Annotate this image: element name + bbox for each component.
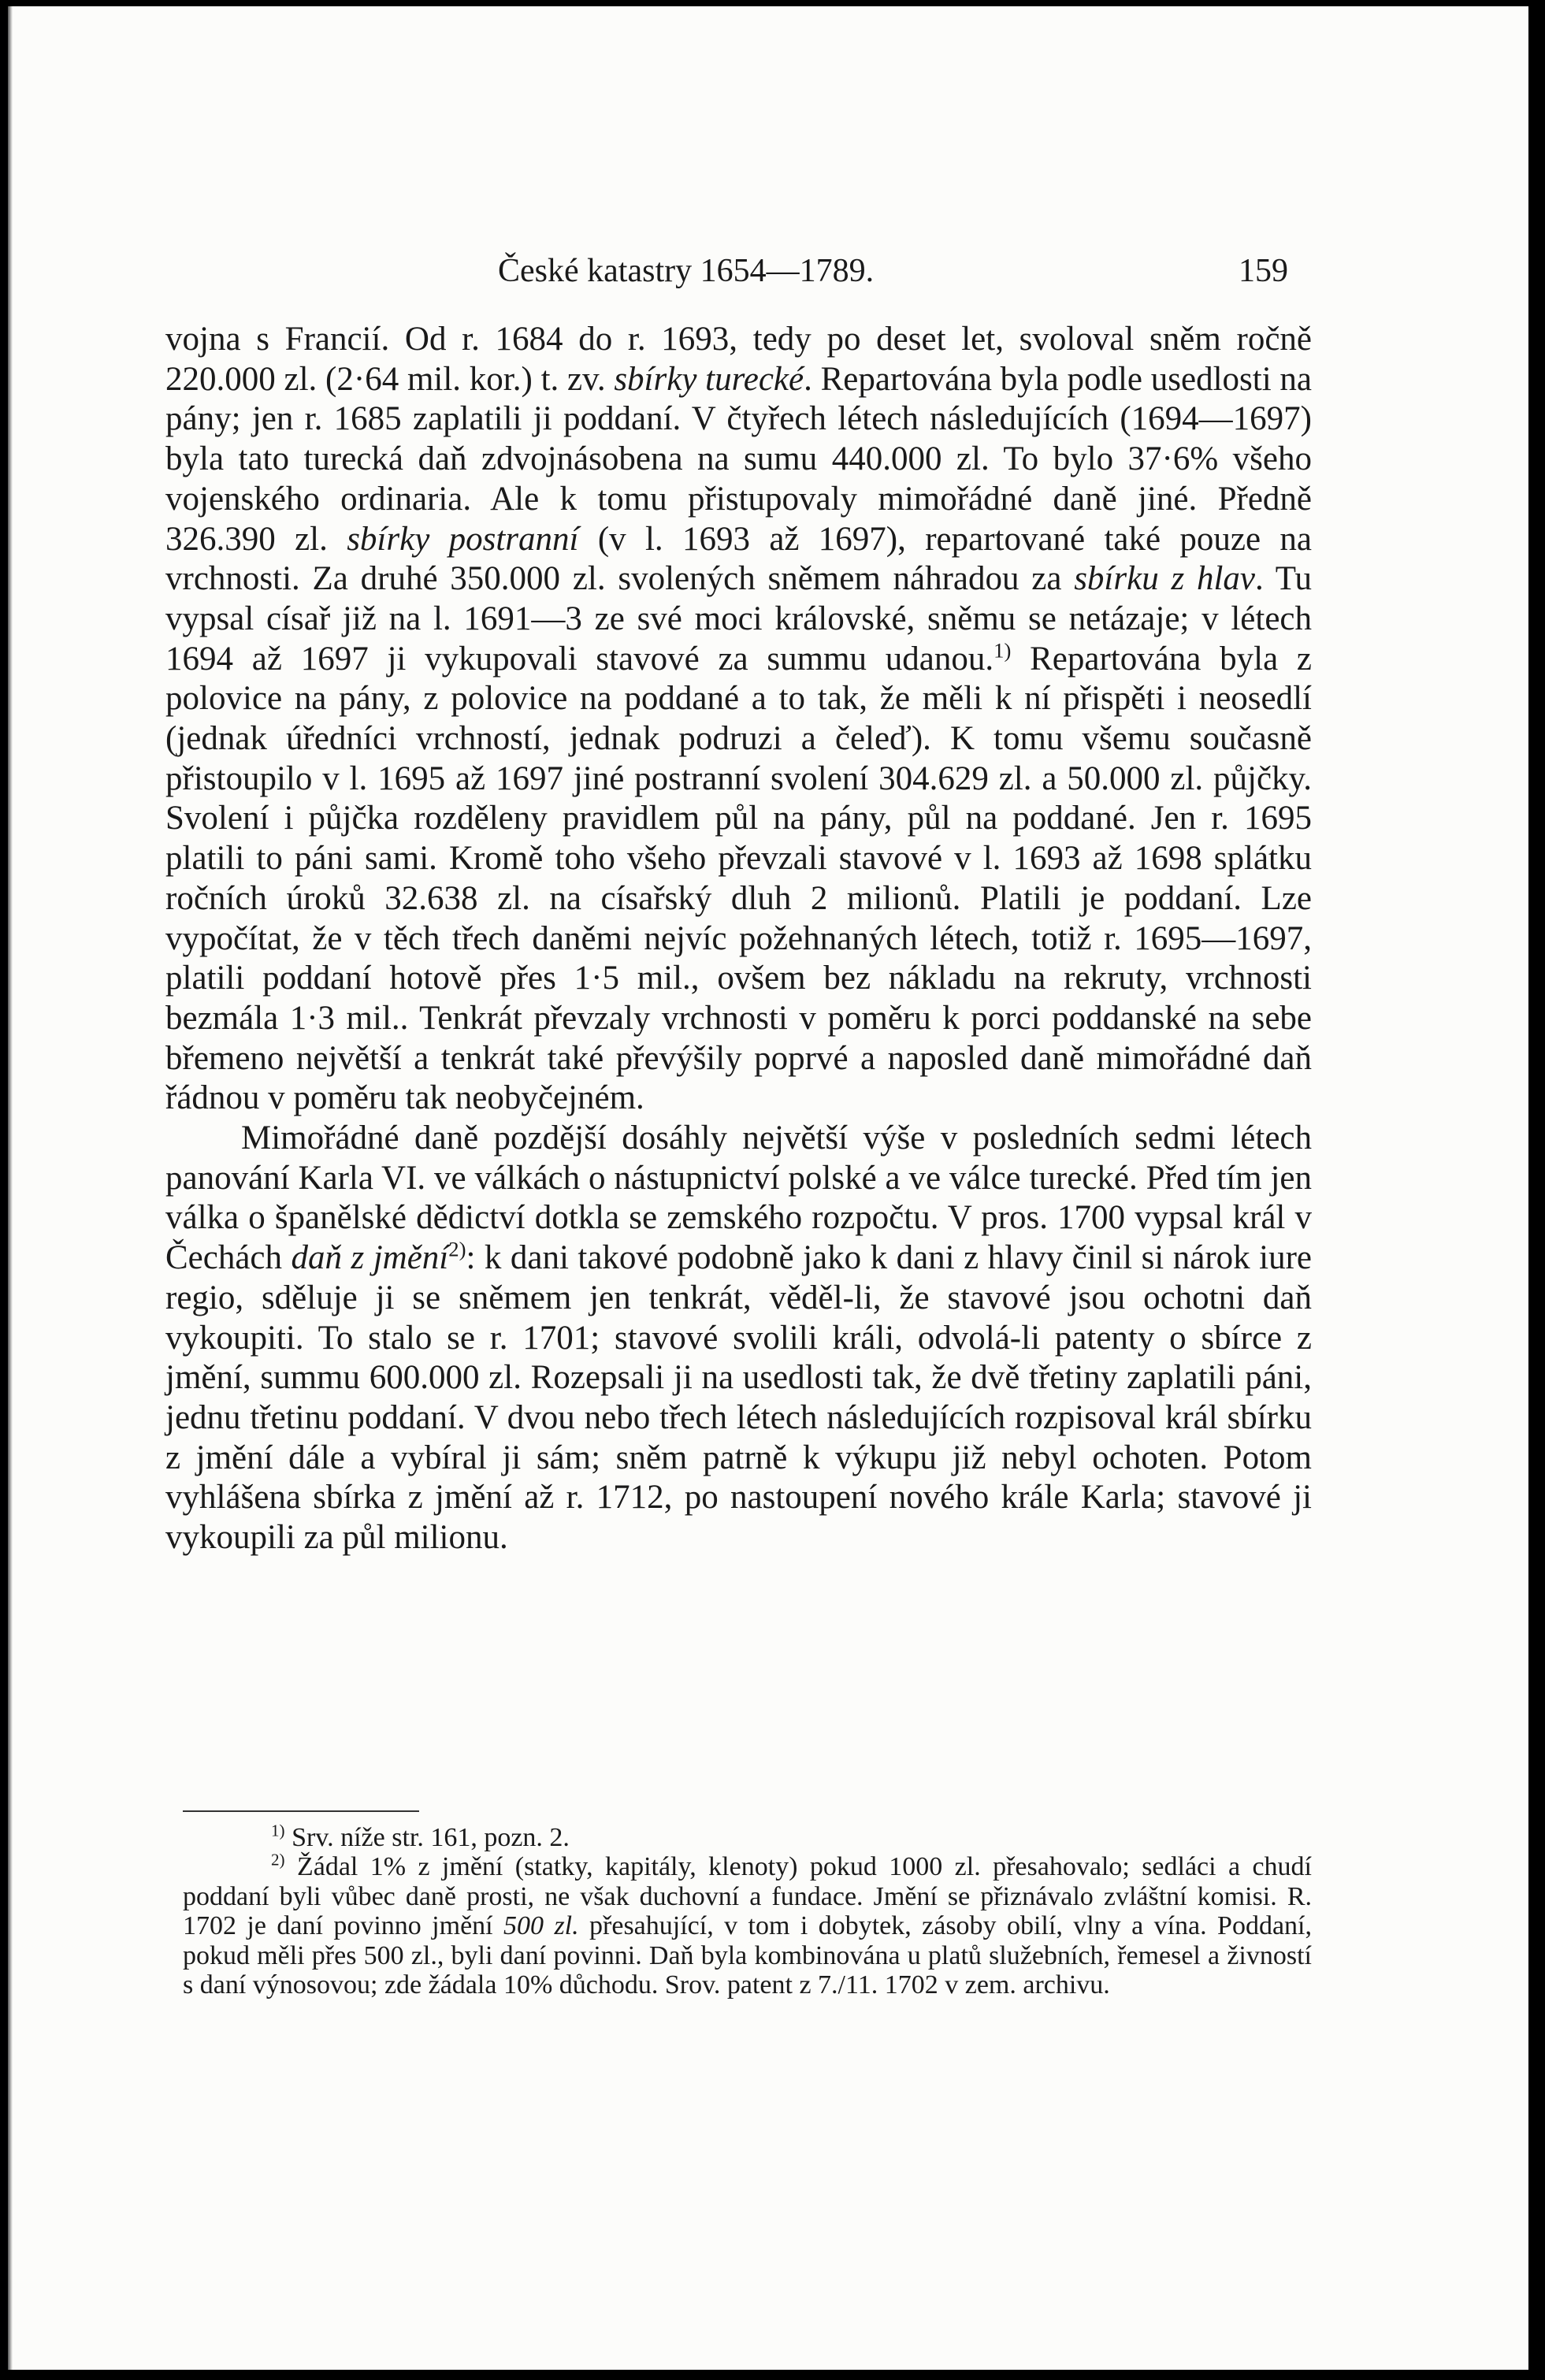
text-run: Mimořádné daně pozdější dosáhly největší výše v posledních sedmi létech panování Karla VI. ve válkách o nástupnictví polské a ve válce turecké. Před tím jen válka o španělské dědictví dotkla se zemského rozpočtu. V pros. 1700 vypsal král v Čechách	[165, 1119, 1312, 1277]
text-run: : k dani takové podobně jako k dani z hlavy činil si nárok iure regio, sděluje ji se sněmem jen tenkrát, věděl-li, že stavové jsou ochotni daň vykoupiti. To stalo se r. 1701; stavové svolili králi, odvolá-li patenty o sbírce z jmění, summu 600.000 zl. Rozepsali ji na usedlosti tak, že dvě třetiny zaplatili páni, jednu třetinu poddaní. V dvou nebo třech létech následujících rozpisoval král sbírku z jmění dále a vybíral ji sám; sněm patrně k výkupu již nebyl ochoten. Potom vyhlášena sbírka z jmění až r. 1712, po nastoupení nového krále Karla; stavové ji vykoupili za půl milionu.	[165, 1239, 1312, 1557]
footnote-marker: 1)	[271, 1821, 285, 1840]
footnote-marker: 2)	[271, 1851, 285, 1870]
footnote-text: přesahující, v tom i dobytek, zásoby obilí, vlny a vína. Poddaní, pokud měli přes 500 zl., byli daní povinni. Daň byla kombinována u platů služebních, řemesel a živností s daní výnosovou; zde žádala 10% důchodu. Srov. patent z 7./11. 1702 v zem. archivu.	[183, 1911, 1312, 2000]
footnote-separator	[183, 1810, 419, 1812]
footnote-ref-2[interactable]: 2)	[448, 1237, 466, 1261]
text-run: Repartována byla z polovice na pány, z polovice na poddané a to tak, že měli k ní přispěti i neosedlí (jednak úředníci vrchností, jednak podruzi a čeleď). K tomu všemu současně přistoupilo v l. 1695 až 1697 jiné postranní svolení 304.629 zl. a 50.000 zl. půjčky. Svolení i půjčka rozděleny pravidlem půl na pány, půl na poddané. Jen r. 1695 platili to páni sami. Kromě toho všeho převzali stavové v l. 1693 až 1698 splátku ročních úroků 32.638 zl. na císařský dluh 2 milionů. Platili je poddaní. Lze vypočítat, že v těch třech daněmi nejvíc požehnaných létech, totiž r. 1695—1697, platili poddaní hotově přes 1·5 mil., ovšem bez nákladu na rekruty, vrchnosti bezmála 1·3 mil.. Tenkrát převzaly vrchnosti v poměru k porci poddanské na sebe břemeno největší a tenkrát také převýšily poprvé a naposled daně mimořádné daň řádnou v poměru tak neobyčejném.	[165, 640, 1313, 1117]
footnotes	[183, 1823, 1312, 1999]
text-run: vojna s Francií. Od r. 1684 do r. 1693, tedy po deset let, svoloval sněm ročně 220.000 zl. (2·64 mil. kor.) t. zv.	[165, 321, 1312, 398]
emphasis: daň z jmění	[291, 1239, 449, 1277]
emphasis: sbírky postranní	[347, 520, 579, 558]
page-number: 159	[1239, 253, 1288, 289]
page-edge-shadow	[8, 6, 13, 2370]
footnote-ref-1[interactable]: 1)	[993, 638, 1012, 663]
footnote-text: Žádal 1% z jmění (statky, kapitály, klenoty) pokud 1000 zl. přesahovalo; sedláci a chudí poddaní byli vůbec daně prosti, ne však duchovní a fundace. Jmění se přiznávalo zvláštní komisi. R. 1702 je daní povinno jmění	[183, 1852, 1312, 1941]
main-text	[165, 320, 1312, 1558]
emphasis: 500 zl.	[503, 1911, 579, 1941]
footnote-2	[183, 1852, 1312, 1999]
emphasis: sbírky turecké	[614, 360, 804, 398]
footnote-text: Srv. níže str. 161, pozn. 2.	[284, 1823, 570, 1852]
running-header	[165, 252, 1312, 299]
paragraph-1	[165, 320, 1312, 1119]
footnote-1	[183, 1823, 1312, 1852]
text-run: . Repartována byla podle usedlosti na pány; jen r. 1685 zaplatili ji poddaní. V čtyřech létech následujících (1694—1697) byla tato turecká daň zdvojnásobena na sumu 440.000 zl. To bylo 37·6% všeho vojenského ordinaria. Ale k tomu přistupovaly mimořádné daně jiné. Předně 326.390 zl.	[165, 360, 1312, 558]
book-page	[8, 6, 1528, 2370]
text-run: (v l. 1693 až 1697), repartované také pouze na vrchnosti. Za druhé 350.000 zl. svolených sněmem náhradou za	[165, 520, 1312, 598]
header-title: České katastry 1654—1789.	[498, 253, 875, 289]
paragraph-2	[165, 1119, 1312, 1558]
emphasis: sbírku z hlav	[1074, 560, 1255, 598]
text-run: . Tu vypsal císař již na l. 1691—3 ze své moci královské, sněmu se netázaje; v létech 1694 až 1697 ji vykupovali stavové za summu udanou.	[165, 560, 1312, 678]
